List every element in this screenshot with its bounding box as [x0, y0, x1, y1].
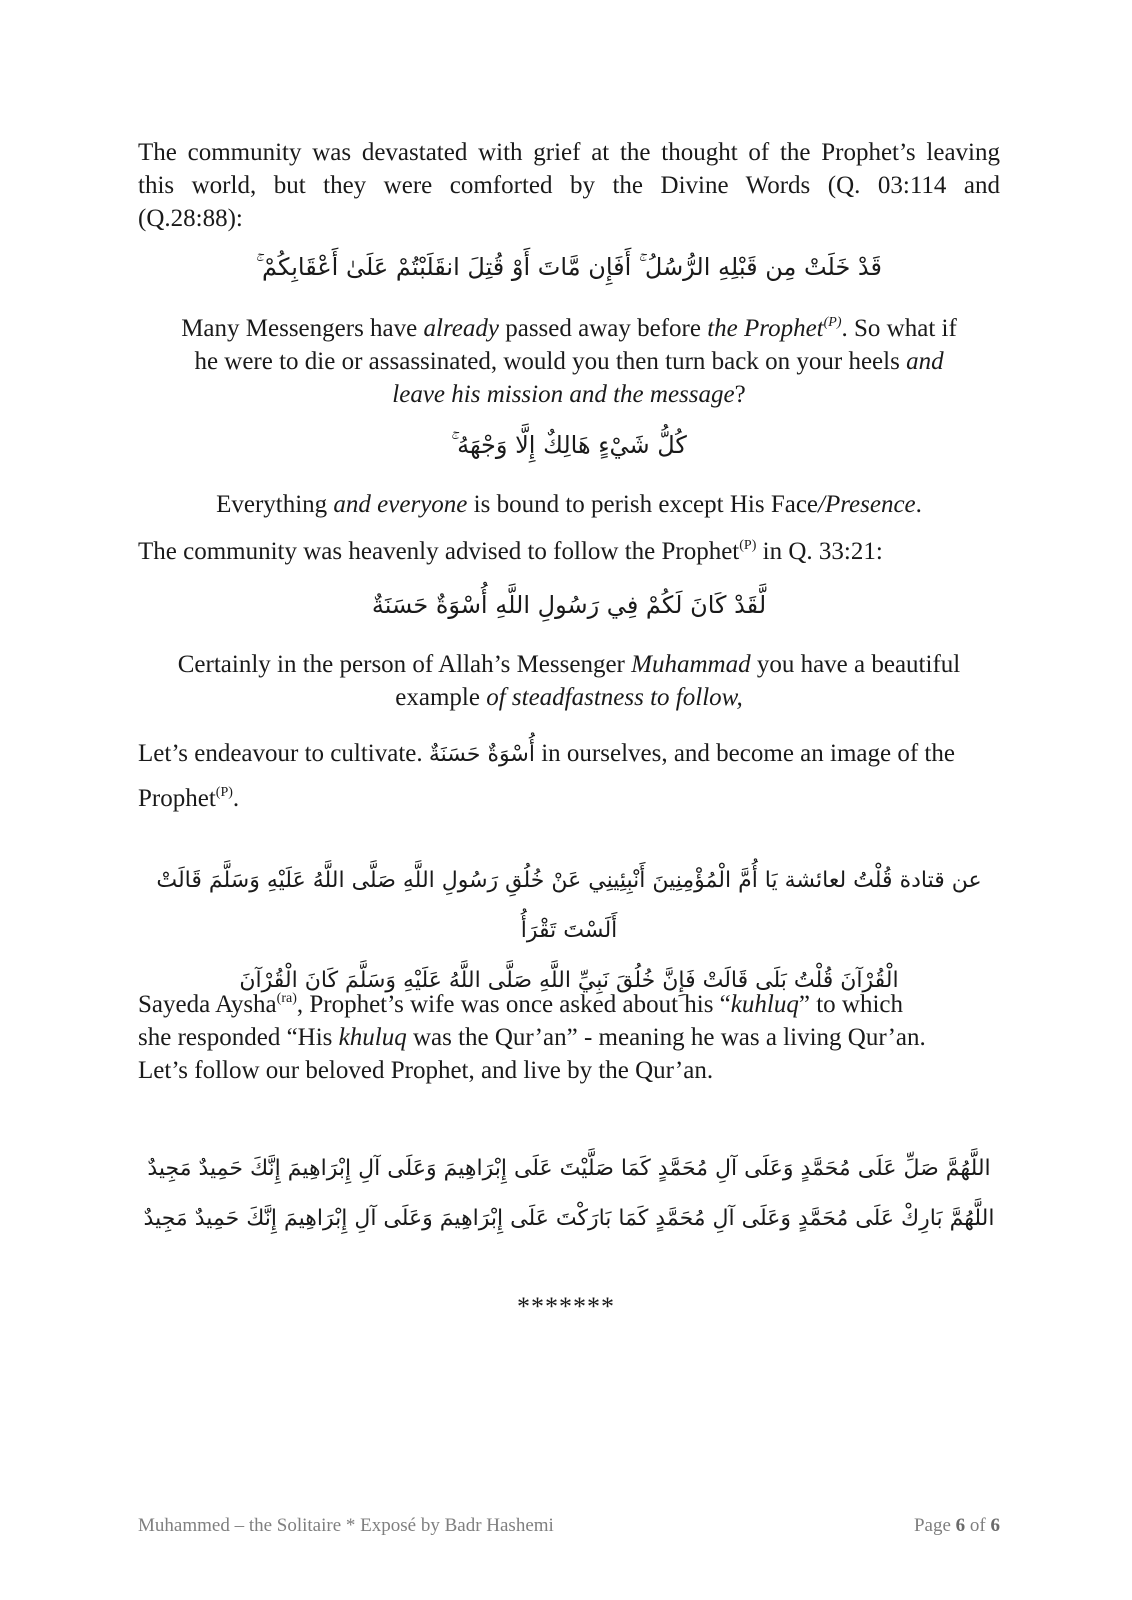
arabic-verse-33-21: لَّقَدْ كَانَ لَكُمْ فِي رَسُولِ اللَّهِ أُسْوَةٌ حَسَنَةٌ: [371, 591, 767, 619]
aysha-paragraph: [138, 988, 1000, 1087]
intro-line-1: The community was devastated with grief at the thought of the Prophet’s leaving: [138, 139, 1000, 166]
salawat-line-1: اللَّهُمَّ صَلِّ عَلَى مُحَمَّدٍ وَعَلَى آلِ مُحَمَّدٍ كَمَا صَلَّيْتَ عَلَى إِبْرَاهِيمَ وَعَلَى آلِ إِبْرَاهِيمَ إِنَّكَ حَمِيدٌ مَجِيدٌ: [147, 1156, 991, 1181]
intro-line-3: (Q.28:88):: [138, 205, 243, 232]
translation1-line-2: he were to die or assassinated, would you then turn back on your heels and: [194, 348, 944, 375]
translation-verse-28-88: Everything and everyone is bound to perish except His Face/Presence.: [216, 491, 922, 518]
inline-arabic-phrase: أُسْوَةٌ حَسَنَةٌ: [428, 742, 535, 767]
intro-line-2: this world, but they were comforted by the Divine Words (Q. 03:114 and: [138, 172, 1000, 199]
intro-paragraph: [138, 136, 1000, 235]
aysha-line-2: she responded “His khuluq was the Qur’an” - meaning he was a living Qur’an.: [138, 1024, 926, 1051]
hadith-arabic: [128, 856, 1010, 1006]
cultivate-paragraph: [138, 732, 1000, 821]
salawat-line-2: اللَّهُمَّ بَارِكْ عَلَى مُحَمَّدٍ وَعَلَى آلِ مُحَمَّدٍ كَمَا بَارَكْتَ عَلَى إِبْرَاهِيمَ وَعَلَى آلِ إِبْرَاهِيمَ إِنَّكَ حَمِيدٌ مَجِيدٌ: [143, 1206, 995, 1231]
translation-verse-3-144: [138, 312, 1000, 411]
hadith-line-1: عن قتادة قُلْتُ لعائشة يَا أُمَّ الْمُؤْمِنِينَ أَنْبِئِينِي عَنْ خُلُقِ رَسُولِ اللَّهِ صَلَّى اللَّهُ عَلَيْهِ وَسَلَّمَ قَالَتْ أَلَسْتَ تَقْرَأُ: [156, 868, 982, 943]
advice-paragraph: The community was heavenly advised to follow the Prophet$^{(P)}$ in Q. 33:21:: [138, 538, 883, 565]
translation3-line-2: example of steadfastness to follow,: [395, 684, 743, 711]
cultivate-line-2: Prophet$^{(P)}$.: [138, 785, 240, 812]
footer-title: Muhammed – the Solitaire * Exposé by Badr Hashemi: [138, 1515, 554, 1536]
arabic-verse-3-144: قَدْ خَلَتْ مِن قَبْلِهِ الرُّسُلُ ۚ أَفَإِن مَّاتَ أَوْ قُتِلَ انقَلَبْتُمْ عَلَىٰ أَعْقَابِكُمْ ۚ: [256, 253, 882, 281]
salawat-prayer: [138, 1144, 1000, 1244]
translation-verse-33-21: [138, 648, 1000, 714]
aysha-line-3: Let’s follow our beloved Prophet, and live by the Qur’an.: [138, 1057, 714, 1084]
arabic-verse-28-88: كُلُّ شَيْءٍ هَالِكٌ إِلَّا وَجْهَهُ ۚ: [451, 431, 687, 459]
aysha-line-1: Sayeda Aysha$^{(ra)}$, Prophet’s wife was once asked about his “kuhluq” to which: [138, 991, 903, 1018]
translation1-line-1: Many Messengers have already passed away before the Prophet$^{(P)}$. So what if: [181, 315, 957, 342]
translation3-line-1: Certainly in the person of Allah’s Messenger Muhammad you have a beautiful: [177, 651, 961, 678]
translation1-line-3: leave his mission and the message?: [392, 381, 746, 408]
hadith-line-2: الْقُرْآنَ قُلْتُ بَلَى قَالَتْ فَإِنَّ خُلُقَ نَبِيِّ اللَّهِ صَلَّى اللَّهُ عَلَيْهِ وَسَلَّمَ كَانَ الْقُرْآنَ: [239, 968, 899, 993]
section-separator: *******: [517, 1292, 615, 1321]
cultivate-line-1: Let’s endeavour to cultivate. أُسْوَةٌ حَسَنَةٌ in ourselves, and become an image of the: [138, 740, 955, 767]
page-number: Page 6 of 6: [913, 1515, 1000, 1536]
